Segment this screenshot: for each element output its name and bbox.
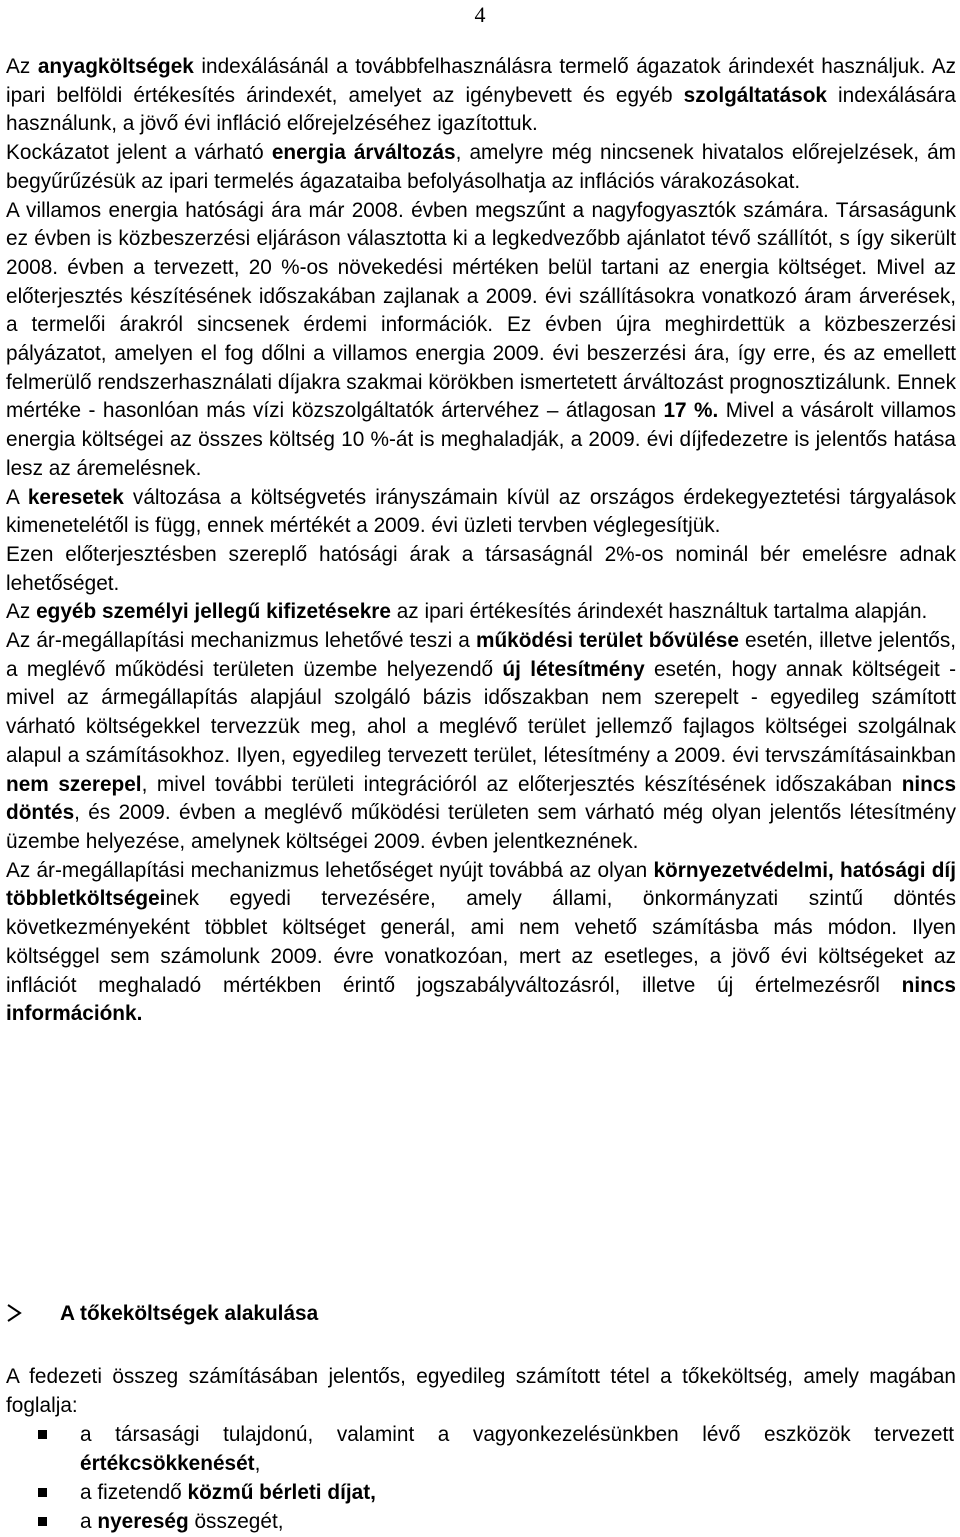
bold-text: szolgáltatások — [683, 83, 827, 107]
paragraph-mukodesi-terulet — [6, 627, 956, 857]
bold-text: nyereség — [97, 1510, 189, 1533]
text-run: , mivel további területi integrációról az előterjesztés készítésének időszakában — [141, 772, 902, 796]
list-item — [0, 1420, 960, 1478]
bold-text: energia árváltozás — [271, 141, 456, 165]
bold-text: új létesítmény — [502, 657, 645, 681]
text-run: , — [254, 1452, 261, 1475]
text-run: , és 2009. évben a meglévő működési területen sem várható még olyan jelentős létesítmény üzembe helyezése, amelynek költségei 2009. évben jelentkeznének. — [6, 801, 956, 853]
text-run: indexálásánál a továbbfelhasználásra termelő ágazatok árindexét használjuk. Az ipari belföldi értékesítés árindexét, amelyet az igénybevett és egyéb — [6, 55, 956, 107]
text-run: Kockázatot jelent a várható — [6, 141, 272, 165]
list-item — [0, 1478, 960, 1507]
section-heading-text: A tőkeköltségek alakulása — [60, 1302, 319, 1325]
square-bullet-icon — [38, 1430, 47, 1439]
text-run: a társasági tulajdonú, valamint a vagyonkezelésünkben lévő eszközök tervezett — [80, 1423, 954, 1446]
bold-text: keresetek — [27, 485, 124, 509]
text-run: nek egyedi tervezésére, amely állami, önkormányzati szintű döntés következményeként többlet költséget generál, ami nem vehető számításba más módon. Ilyen költséggel sem számolunk 2009. évre vonatkozóan, mert az esetleges, a jövő évi költségeket az inflációt meghaladó mértékben érintő jogszabályváltozásról, illetve új értelmezésről — [6, 887, 956, 997]
bold-text: környezetvédelmi, hatósági díj többletköltségei — [6, 858, 956, 911]
text-run: az ipari értékesítés árindexét használtuk tartalma alapján. — [390, 600, 928, 624]
text-run: A villamos energia hatósági ára már 2008. évben megszűnt a nagyfogyasztók számára. Társaságunk ez évben is közbeszerzési eljáráson választotta ki a legkedvezőbb ajánlatot tévő szállítót, s így sikerült 2008. évben a tervezett, 20 %-os növekedési mértéken belül tartani az energia költséget. Mivel az előterjesztés készítésének időszakában zajlanak a 2009. évi szállításokra vonatkozó áram árverések, a termelői árakról sincsenek érdemi információk. Ez évben újra meghirdettük a közbeszerzési pályázatot, amelyen el fog dőlni a villamos energia 2009. évi beszerzési ára, így erre, és az emellett felmerülő rendszerhasználati díjakra szakmai körökben ismertetett árváltozást prognosztizálunk. Ennek mértéke - hasonlóan más vízi közszolgáltatók ártervéhez – átlagosan — [6, 198, 956, 423]
text-run: esetén, illetve jelentős, a meglévő működési területen üzembe helyezendő — [6, 629, 956, 681]
text-run: Az ár-megállapítási mechanizmus lehetővé teszi a — [6, 629, 476, 653]
bold-text: közmű bérleti díjat, — [187, 1481, 376, 1504]
text-run: a fizetendő — [80, 1481, 188, 1504]
bold-text: anyagköltségek — [37, 55, 194, 78]
text-run: , amelyre még nincsenek hivatalos előrejelzések, ám begyűrűzésük az ipari termelés ágazataiba befolyásolhatja az inflációs várakozásokat. — [6, 141, 956, 193]
text-run: Az — [6, 600, 37, 624]
text-run: Mivel a vásárolt villamos energia költségei az összes költség 10 %-át is meghaladják, a 2009. évi díjfedezetre is jelentős hatása lesz az áremelésnek. — [6, 399, 956, 480]
text-run: összegét, — [188, 1510, 284, 1533]
bold-text: értékcsökkenését — [80, 1452, 255, 1475]
bold-text: működési terület bővülése — [475, 629, 739, 653]
paragraph-villamos-energia — [6, 197, 956, 484]
bold-text: nem szerepel — [6, 772, 142, 796]
text-run: változása a költségvetés irányszámain kívül az országos érdekegyeztetési tárgyalások kimenetelétől is függ, ennek mértékét a 2009. évi üzleti tervben véglegesítjük. — [6, 485, 957, 538]
text-run: A — [6, 485, 28, 509]
section-intro: A fedezeti összeg számításában jelentős, egyedileg számított tétel a tőkeköltség, amely magában foglalja: — [6, 1365, 956, 1417]
section-heading — [6, 1300, 906, 1328]
text-run: Az — [6, 55, 38, 78]
list-item — [0, 1507, 960, 1536]
paragraph-berek — [6, 541, 956, 598]
paragraph-keresetek — [6, 484, 956, 541]
text-run: a — [80, 1510, 98, 1533]
bold-text: nincs információnk. — [6, 973, 956, 1026]
square-bullet-icon — [38, 1488, 47, 1497]
bold-text: nincs döntés — [6, 772, 957, 825]
square-bullet-icon — [38, 1517, 47, 1526]
text-run: Az ár-megállapítási mechanizmus lehetőséget nyújt továbbá az olyan — [6, 858, 654, 882]
page-number: 4 — [474, 2, 486, 27]
bullet-list — [0, 1420, 960, 1536]
paragraph-kornyezetvedelmi — [6, 857, 956, 1029]
text-run: Ezen előterjesztésben szereplő hatósági árak a társaságnál 2%-os nominál bér emelésre adnak lehetőséget. — [6, 542, 956, 595]
bold-text: 17 %. — [663, 399, 719, 423]
body-text — [6, 53, 956, 1029]
paragraph-egyeb-szemelyi — [6, 598, 956, 627]
text-run: esetén, hogy annak költségeit - mivel az ármegállapítás alapjául szolgáló bázis időszakban nem szerepelt - egyedileg számított várható költségekkel tervezzük meg, ahol a meglévő terület jellemző fajlagos költségei szolgálnak alapul a számításokhoz. Ilyen, egyedileg tervezett terület, létesítmény a 2009. évi tervszámításainkban — [6, 657, 956, 767]
bold-text: egyéb személyi jellegű kifizetésekre — [36, 600, 391, 624]
paragraph-anyagkoltsegek — [6, 53, 956, 139]
paragraph-energia-arvaltozas — [6, 139, 956, 196]
text-run: indexálására használunk, a jövő évi infláció előrejelzéséhez igazítottuk. — [6, 83, 956, 136]
arrow-bullet-icon — [6, 1300, 60, 1328]
